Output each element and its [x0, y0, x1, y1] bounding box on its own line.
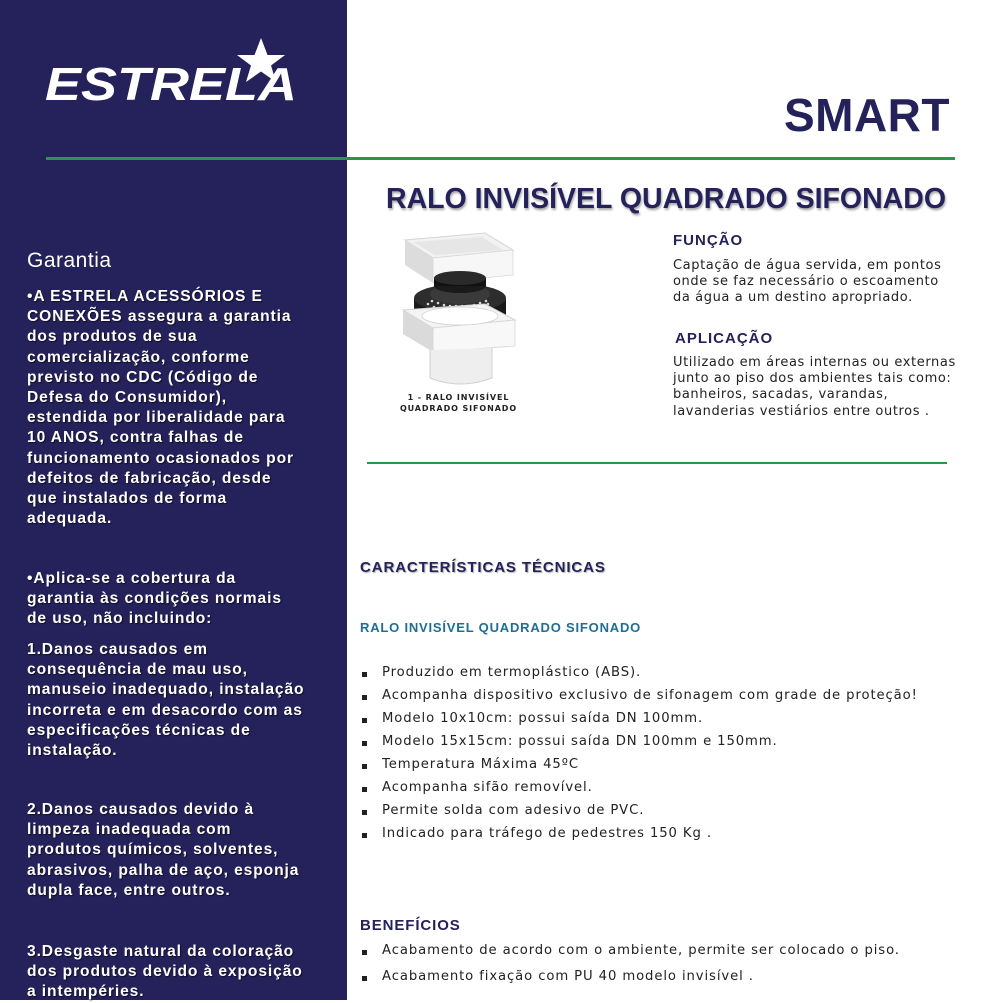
- caracteristicas-list: [360, 664, 980, 848]
- funcao-text: Captação de água servida, em pontos onde se faz necessário o escoamento da água a um destino apropriado.: [673, 258, 942, 306]
- garantia-paragraph-1: •A ESTRELA ACESSÓRIOS E CONEXÕES assegura a garantia dos produtos de sua comercialização, conforme previsto no CDC (Código de Defesa do Consumidor), estendida por liberalidade para 10 ANOS, contra falhas de funcionamento ocasionados por defeitos de fabricação, desde que instalados de forma adequada.: [27, 288, 294, 528]
- list-item: Acabamento fixação com PU 40 modelo invisível .: [360, 968, 980, 994]
- garantia-paragraph-3: 1.Danos causados em consequência de mau uso, manuseio inadequado, instalação incorreta e em desacordo com as especificações técnicas de instalação.: [27, 641, 305, 760]
- product-image-caption: 1 - RALO INVISÍVEL QUADRADO SIFONADO: [399, 393, 518, 413]
- list-item: Acompanha dispositivo exclusivo de sifonagem com grade de proteção!: [360, 687, 980, 710]
- section-divider: [367, 462, 947, 464]
- aplicacao-heading: APLICAÇÃO: [675, 330, 774, 347]
- header-divider: [46, 157, 955, 160]
- list-item: Modelo 10x10cm: possui saída DN 100mm.: [360, 710, 980, 733]
- list-item: Indicado para tráfego de pedestres 150 Kg .: [360, 825, 980, 848]
- beneficios-list: [360, 942, 980, 994]
- logo-text: ESTRELA: [45, 58, 297, 104]
- sidebar: [0, 0, 347, 1000]
- list-item: Acompanha sifão removível.: [360, 779, 980, 802]
- list-item: Modelo 15x15cm: possui saída DN 100mm e 150mm.: [360, 733, 980, 756]
- garantia-paragraph-2: •Aplica-se a cobertura da garantia às condições normais de uso, não incluindo:: [27, 570, 282, 628]
- series-title: SMART: [783, 89, 950, 141]
- beneficios-heading: BENEFÍCIOS: [360, 917, 461, 934]
- list-item: Acabamento de acordo com o ambiente, permite ser colocado o piso.: [360, 942, 980, 968]
- caracteristicas-heading: CARACTERÍSTICAS TÉCNICAS: [360, 559, 606, 576]
- list-item: Produzido em termoplástico (ABS).: [360, 664, 980, 687]
- garantia-paragraph-5: 3.Desgaste natural da coloração dos produtos devido à exposição a intempéries.: [27, 943, 303, 1001]
- garantia-title: Garantia: [27, 249, 112, 272]
- list-item: Temperatura Máxima 45ºC: [360, 756, 980, 779]
- estrela-logo: [45, 38, 300, 104]
- product-title: RALO INVISÍVEL QUADRADO SIFONADO: [385, 183, 946, 215]
- aplicacao-text: Utilizado em áreas internas ou externas junto ao piso dos ambientes tais como: banheiros, sacadas, varandas, lavanderias vestiários entre outros .: [673, 355, 956, 419]
- list-item: Permite solda com adesivo de PVC.: [360, 802, 980, 825]
- caracteristicas-subheading: RALO INVISÍVEL QUADRADO SIFONADO: [360, 620, 642, 635]
- funcao-heading: FUNÇÃO: [673, 232, 744, 249]
- product-drain-image: [400, 228, 518, 388]
- garantia-paragraph-4: 2.Danos causados devido à limpeza inadequada com produtos químicos, solventes, abrasivos, palha de aço, esponja dupla face, entre outros.: [27, 801, 300, 899]
